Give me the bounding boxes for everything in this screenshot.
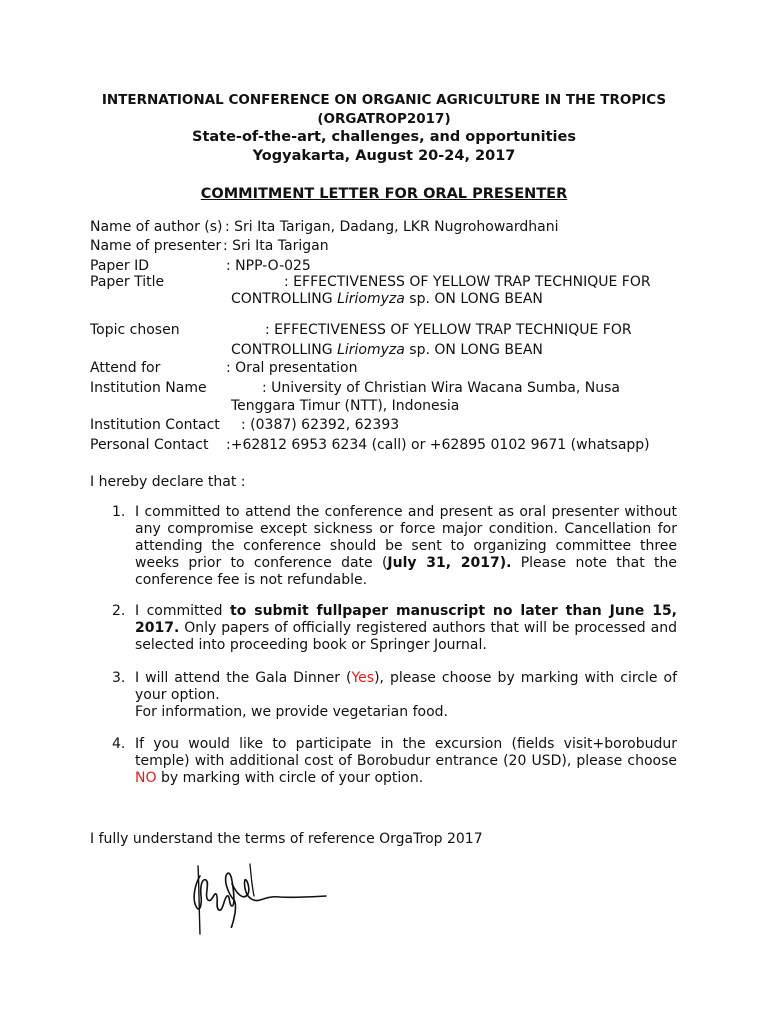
field-institution-value-2: Tenggara Timur (NTT), Indonesia <box>231 398 460 414</box>
field-paper-id-value: : NPP-O-025 <box>226 258 311 274</box>
field-topic-value-2 <box>231 342 543 358</box>
item-3-text-b: ), please choose by marking with circle of your option. <box>135 670 677 703</box>
field-personal-contact-value: :+62812 6953 6234 (call) or +62895 0102 9671 (whatsapp) <box>226 437 650 453</box>
item-4-text <box>135 736 677 787</box>
paper-title-suffix: sp. ON LONG BEAN <box>404 291 543 307</box>
field-attend-label: Attend for <box>90 360 161 376</box>
topic-species: Liriomyza <box>337 342 405 358</box>
declaration-intro: I hereby declare that : <box>90 474 246 490</box>
item-1-text-b: Please note that the conference fee is not refundable. <box>135 555 677 588</box>
item-2-deadline: to submit fullpaper manuscript no later than June 15, 2017. <box>135 603 678 636</box>
signature-image <box>188 856 333 936</box>
item-3-text-c: For information, we provide vegetarian food. <box>135 704 448 720</box>
item-1-number: 1. <box>112 504 126 520</box>
conference-acronym: (ORGATROP2017) <box>317 111 451 127</box>
item-4-text-b: by marking with circle of your option. <box>156 770 424 786</box>
item-4-no-option: NO <box>135 770 157 786</box>
conference-theme: State-of-the-art, challenges, and opportunities <box>192 129 576 145</box>
item-2-text <box>135 603 677 654</box>
field-paper-title-label: Paper Title <box>90 274 165 290</box>
item-3-number: 3. <box>112 670 126 686</box>
topic-prefix: CONTROLLING <box>231 342 338 358</box>
field-author-label: Name of author (s) <box>90 219 223 235</box>
field-institution-contact-label: Institution Contact <box>90 417 220 433</box>
field-topic-value-1: : EFFECTIVENESS OF YELLOW TRAP TECHNIQUE FOR <box>265 322 632 338</box>
field-presenter-value: : Sri Ita Tarigan <box>223 238 329 254</box>
item-3-text <box>135 670 677 721</box>
field-paper-title-value-2 <box>231 291 543 307</box>
topic-suffix: sp. ON LONG BEAN <box>404 342 543 358</box>
item-2-text-a: I committed <box>135 603 231 619</box>
item-2-number: 2. <box>112 603 126 619</box>
item-4-text-a: If you would like to participate in the excursion (fields visit+borobudur temple) with additional cost of Borobudur entrance (20 USD), please choose <box>135 736 677 769</box>
letter-title <box>0 186 768 202</box>
field-institution-label: Institution Name <box>90 380 207 396</box>
field-personal-contact-label: Personal Contact <box>90 437 209 453</box>
field-author-value: : Sri Ita Tarigan, Dadang, LKR Nugrohowardhani <box>225 219 559 235</box>
item-3-yes-option: Yes <box>351 670 375 686</box>
item-3-text-a: I will attend the Gala Dinner ( <box>135 670 352 686</box>
field-paper-title-value-1: : EFFECTIVENESS OF YELLOW TRAP TECHNIQUE FOR <box>284 274 651 290</box>
field-institution-contact-value: : (0387) 62392, 62393 <box>241 417 400 433</box>
letter-title-text: COMMITMENT LETTER FOR ORAL PRESENTER <box>200 186 568 202</box>
item-1-deadline: July 31, 2017). <box>387 555 512 571</box>
field-institution-value-1: : University of Christian Wira Wacana Sumba, Nusa <box>262 380 620 396</box>
paper-title-species: Liriomyza <box>337 291 405 307</box>
item-2-text-b: Only papers of officially registered authors that will be processed and selected into proceeding book or Springer Journal. <box>135 620 677 653</box>
field-presenter-label: Name of presenter <box>90 238 222 254</box>
item-1-text <box>135 504 677 589</box>
field-paper-id-label: Paper ID <box>90 258 150 274</box>
field-topic-label: Topic chosen <box>90 322 180 338</box>
field-attend-value: : Oral presentation <box>226 360 358 376</box>
paper-title-prefix: CONTROLLING <box>231 291 338 307</box>
item-1-text-a: I committed to attend the conference and present as oral presenter without any compromise except sickness or force major condition. Cancellation for attending the conference should be sent to organizing committee three weeks prior to conference date ( <box>135 504 677 571</box>
conference-title: INTERNATIONAL CONFERENCE ON ORGANIC AGRICULTURE IN THE TROPICS <box>101 92 667 108</box>
conference-place-date: Yogyakarta, August 20-24, 2017 <box>252 148 516 164</box>
item-4-number: 4. <box>112 736 126 752</box>
closing-statement: I fully understand the terms of reference OrgaTrop 2017 <box>90 831 483 847</box>
